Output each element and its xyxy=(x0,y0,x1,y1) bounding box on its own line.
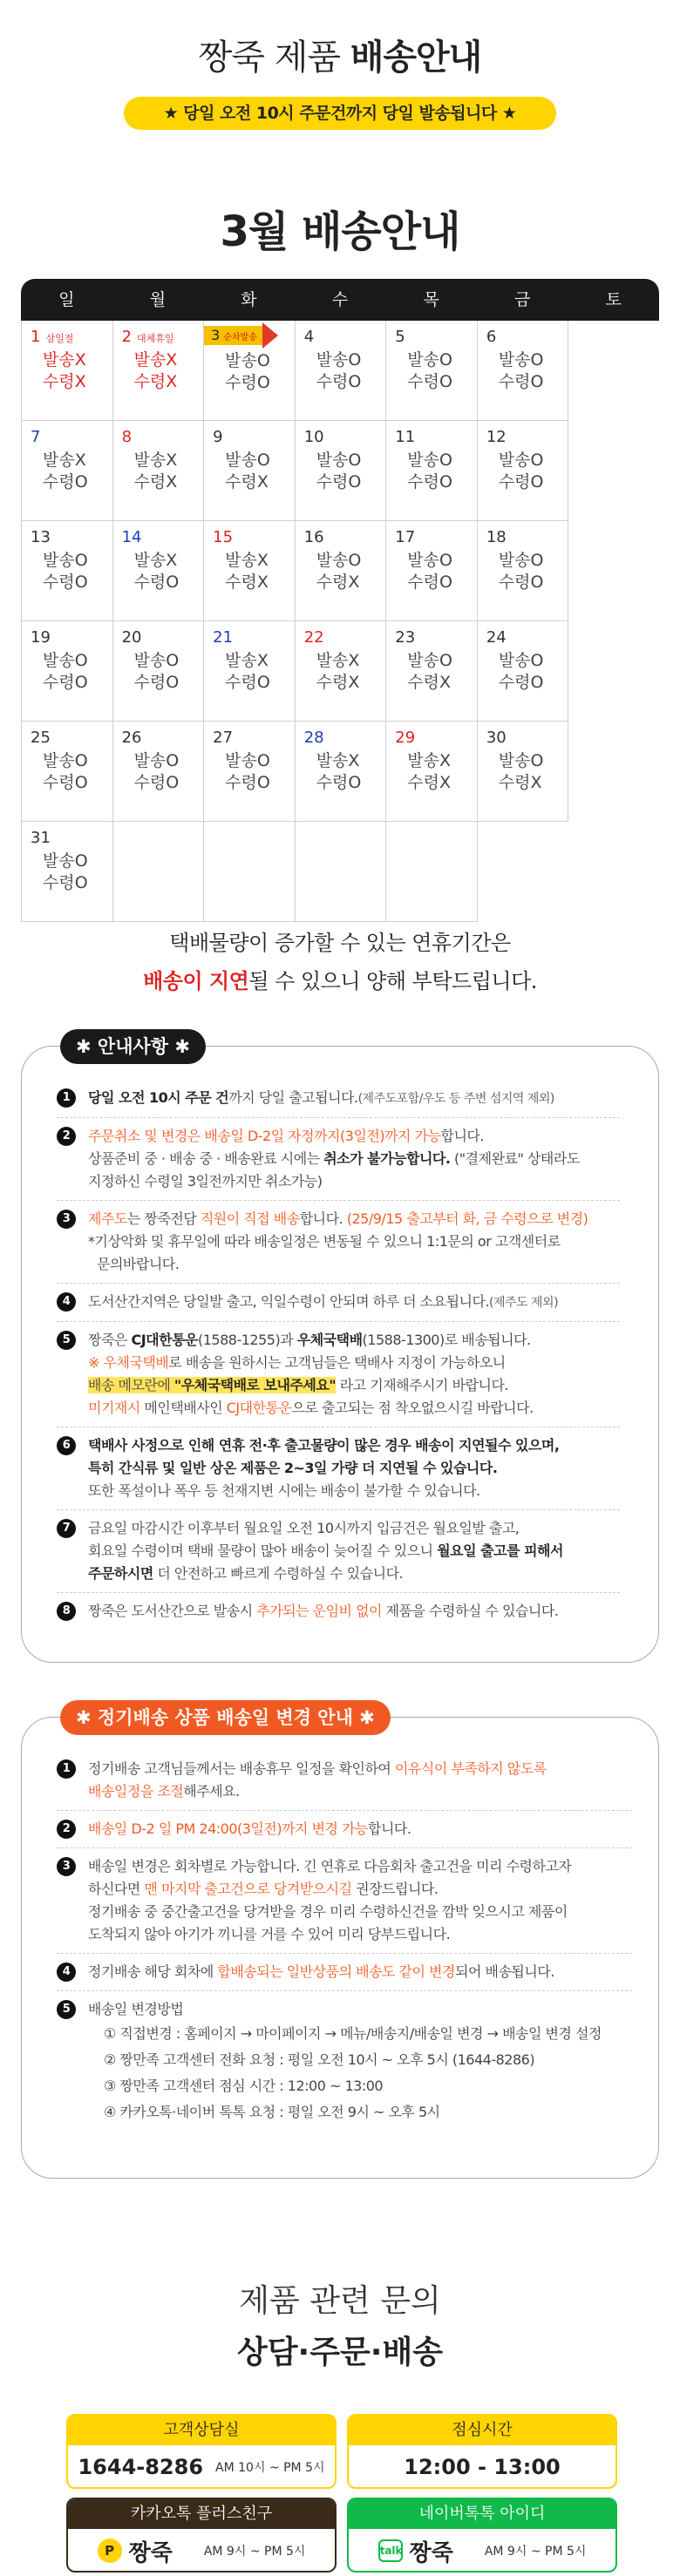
calendar-day-30 xyxy=(478,722,569,822)
holiday-note: 삼일절 xyxy=(45,333,74,344)
regular-item-2: 2 배송일 D-2 일 PM 24:00(3일전)까지 변경 가능합니다. xyxy=(57,1818,632,1840)
weekday-sat: 토 xyxy=(605,290,622,309)
receive-status: 수령O xyxy=(133,673,180,692)
calendar-grid xyxy=(21,321,659,922)
calendar-day-12 xyxy=(478,421,569,521)
customer-center-phone[interactable]: 1644-8286 xyxy=(78,2455,204,2479)
lunch-time-card: 점심시간 12:00 - 13:00 xyxy=(347,2414,617,2489)
receive-status: 수령O xyxy=(316,372,362,391)
ship-status: 발송O xyxy=(43,551,88,570)
ship-status: 발송O xyxy=(316,451,362,470)
receive-status: 수령O xyxy=(225,673,270,692)
info-item-4: 4 도서산간지역은 당일발 출고, 익일수령이 안되며 하루 더 소요됩니다.(제주도 제외) xyxy=(57,1291,620,1314)
receive-status: 수령O xyxy=(43,573,88,592)
day-number: 30 xyxy=(486,729,507,747)
info-item-6: 6 택배사 사정으로 인해 연휴 전·후 출고물량이 많은 경우 배송이 지연될수 있으며, 특히 간식류 및 일반 상온 제품은 2~3일 가량 더 지연될 수 있습니다. 또한 폭설이나 폭우 등 천재지변 시에는 배송이 불가할 수 있습니다. xyxy=(57,1434,620,1502)
regular-item-4: 4 정기배송 해당 회차에 합배송되는 일반상품의 배송도 같이 변경되어 배송됩니다. xyxy=(57,1961,632,1983)
calendar-day-15 xyxy=(204,521,296,621)
receive-status: 수령O xyxy=(407,472,452,491)
ship-status: 발송O xyxy=(498,751,544,770)
calendar-cell-empty xyxy=(386,822,478,922)
ship-status: 발송X xyxy=(407,751,451,770)
regular-item-1: 1 정기배송 고객님들께서는 배송휴무 일정을 확인하여 이유식이 부족하지 않도록 배송일정을 조절해주세요. xyxy=(57,1758,632,1803)
change-method-1: ① 직접변경 : 홈페이지 → 마이페이지 → 메뉴/배송지/배송일 변경 → 배송일 변경 설정 xyxy=(104,2025,602,2042)
ship-status: 발송X xyxy=(43,350,86,369)
calendar-day-20 xyxy=(113,621,205,722)
divider xyxy=(57,1283,620,1284)
receive-status: 수령X xyxy=(133,472,178,491)
calendar-day-19 xyxy=(22,621,113,722)
calendar-day-8 xyxy=(113,421,205,521)
calendar-day-29 xyxy=(386,722,478,822)
day-number: 1 xyxy=(31,328,41,346)
receive-status: 수령O xyxy=(133,773,180,792)
contact-title: 제품 관련 문의 상담·주문·배송 xyxy=(236,2283,443,2370)
day-number: 28 xyxy=(303,729,324,747)
ship-status: 발송X xyxy=(316,751,360,770)
regular-item-5: 5 배송일 변경방법 ① 직접변경 : 홈페이지 → 마이페이지 → 메뉴/배송지/배송일 변경 → 배송일 변경 설정 ② 짱만족 고객센터 전화 요청 : 평일 오전 10시 ~ 오후 5시 (1644-8286) ③ 짱만족 고객센터 점심 시간 : 12:00 ~ 13:00 ④ 카카오톡·네이버 톡톡 요청 : 평일 오전 9시 ~ 오후 5시 xyxy=(57,1998,632,2125)
ship-status: 발송O xyxy=(225,751,270,770)
receive-status: 수령X xyxy=(407,773,451,792)
ship-status: 발송O xyxy=(407,451,452,470)
day-number: 2 xyxy=(121,328,133,346)
kakao-plus-friend-card[interactable]: 카카오톡 플러스친구 P 짱죽 AM 9시 ~ PM 5시 xyxy=(66,2498,337,2573)
day-number: 16 xyxy=(303,528,324,546)
day-number: 25 xyxy=(31,729,51,747)
number-badge: 2 xyxy=(57,1820,76,1839)
day-number: 29 xyxy=(395,729,416,747)
calendar-day-4 xyxy=(296,321,387,421)
calendar-day-5 xyxy=(386,321,478,421)
receive-status: 수령O xyxy=(498,673,544,692)
calendar-day-7 xyxy=(22,421,113,521)
weekday-tue: 화 xyxy=(241,290,257,309)
receive-status: 수령O xyxy=(43,873,88,892)
divider xyxy=(57,1509,620,1510)
day-number: 23 xyxy=(395,628,416,647)
kakao-plus-icon: P xyxy=(98,2539,122,2563)
receive-status: 수령X xyxy=(316,573,360,592)
month-title: 3월 배송안내 xyxy=(220,207,460,256)
ship-status: 발송O xyxy=(407,350,452,369)
day-number: 12 xyxy=(486,428,507,446)
receive-status: 수령O xyxy=(43,773,88,792)
calendar-day-10 xyxy=(296,421,387,521)
weekday-mon: 월 xyxy=(149,290,167,309)
ship-status: 발송O xyxy=(43,851,88,871)
receive-status: 수령X xyxy=(43,372,86,391)
receive-status: 수령X xyxy=(133,372,178,391)
calendar-day-11 xyxy=(386,421,478,521)
day-number: 15 xyxy=(213,528,234,546)
day-number: 18 xyxy=(486,528,507,546)
naver-talk-icon: talk xyxy=(378,2539,403,2562)
receive-status: 수령X xyxy=(498,773,542,792)
receive-status: 수령X xyxy=(225,472,269,491)
receive-status: 수령O xyxy=(498,472,544,491)
day-number: 5 xyxy=(395,328,405,346)
ship-status: 발송X xyxy=(133,350,178,369)
receive-status: 수령X xyxy=(316,673,360,692)
divider xyxy=(57,1200,620,1201)
calendar-day-28 xyxy=(296,722,387,822)
receive-status: 수령O xyxy=(316,773,362,792)
receive-status: 수령O xyxy=(407,573,452,592)
day-number: 4 xyxy=(303,328,315,346)
receive-status: 수령O xyxy=(43,673,88,692)
day-number: 14 xyxy=(121,528,142,546)
calendar-day-13 xyxy=(22,521,113,621)
ship-status: 발송X xyxy=(316,651,360,670)
calendar-cell-empty xyxy=(204,822,296,922)
calendar-day-25 xyxy=(22,722,113,822)
ship-status: 발송O xyxy=(133,651,180,670)
ship-status: 발송O xyxy=(407,551,452,570)
naver-talk-card[interactable]: 네이버톡톡 아이디 talk 짱죽 AM 9시 ~ PM 5시 xyxy=(347,2498,617,2573)
calendar-day-2 xyxy=(113,321,205,421)
day-number: 26 xyxy=(121,729,142,747)
receive-status: 수령O xyxy=(498,372,544,391)
ship-status: 발송O xyxy=(43,751,88,770)
ship-status: 발송O xyxy=(498,350,544,369)
ship-status: 발송O xyxy=(498,651,544,670)
day-number: 19 xyxy=(31,628,51,647)
info-box-tag: ✱ 안내사항 ✱ xyxy=(60,1029,206,1064)
day-number: 24 xyxy=(486,628,507,647)
holiday-note: 대체휴일 xyxy=(137,333,174,344)
divider xyxy=(57,1953,632,1954)
weekday-fri: 금 xyxy=(514,290,531,309)
day-number: 20 xyxy=(121,628,142,647)
ship-status: 발송O xyxy=(43,651,88,670)
info-item-7: 7 금요일 마감시간 이후부터 월요일 오전 10시까지 입금건은 월요일발 출고, 회요일 수령이며 택배 물량이 많아 배송이 늦어질 수 있으니 월요일 출고를 피해서 주문하시면 더 안전하고 빠르게 수령하실 수 있습니다. xyxy=(57,1517,620,1585)
ship-status: 발송O xyxy=(316,350,362,369)
day-number: 27 xyxy=(213,729,234,747)
calendar-day-1 xyxy=(22,321,113,421)
number-badge: 4 xyxy=(57,1963,76,1982)
today-arrow-marker: 3 순차발송 xyxy=(204,324,278,347)
receive-status: 수령O xyxy=(407,372,452,391)
calendar-cell-empty xyxy=(296,822,387,922)
number-badge: 3 xyxy=(57,1210,76,1229)
weekday-thu: 목 xyxy=(423,290,439,309)
ship-status: 발송X xyxy=(225,651,269,670)
change-method-3: ③ 짱만족 고객센터 점심 시간 : 12:00 ~ 13:00 xyxy=(104,2078,384,2094)
calendar-day-23 xyxy=(386,621,478,722)
number-badge: 5 xyxy=(57,2000,76,2019)
divider xyxy=(57,1990,632,1991)
number-badge: 3 xyxy=(57,1857,76,1876)
receive-status: 수령O xyxy=(133,573,180,592)
receive-status: 수령O xyxy=(316,472,362,491)
receive-status: 수령O xyxy=(498,573,544,592)
day-number: 13 xyxy=(31,528,51,546)
ship-status: 발송O xyxy=(225,351,270,370)
change-method-4: ④ 카카오톡·네이버 톡톡 요청 : 평일 오전 9시 ~ 오후 5시 xyxy=(104,2104,440,2120)
day-number: 7 xyxy=(31,428,41,446)
number-badge: 7 xyxy=(57,1519,76,1538)
regular-delivery-box xyxy=(21,1707,659,2179)
receive-status: 수령X xyxy=(407,673,451,692)
ship-status: 발송X xyxy=(43,451,86,470)
number-badge: 1 xyxy=(57,1088,76,1108)
regular-delivery-tag: ✱ 정기배송 상품 배송일 변경 안내 ✱ xyxy=(60,1700,391,1735)
ship-status: 발송O xyxy=(316,551,362,570)
divider xyxy=(57,1592,620,1593)
number-badge: 2 xyxy=(57,1127,76,1146)
arrow-right-icon xyxy=(262,322,278,349)
weekday-sun: 일 xyxy=(58,290,75,309)
calendar-day-17 xyxy=(386,521,478,621)
ship-status: 발송O xyxy=(498,551,544,570)
day-number: 11 xyxy=(395,428,416,446)
info-item-8: 8 짱죽은 도서산간으로 발송시 추가되는 운임비 없이 제품을 수령하실 수 있습니다. xyxy=(57,1600,620,1623)
number-badge: 8 xyxy=(57,1602,76,1621)
day-number: 21 xyxy=(213,628,234,647)
ship-status: 발송X xyxy=(133,451,178,470)
regular-item-3: 3 배송일 변경은 회차별로 가능합니다. 긴 연휴로 다음회차 출고건을 미리 수령하고자 하신다면 맨 마지막 출고건으로 당겨받으시길 권장드립니다. 정기배송 중 중간출고건을 당겨받을 경우 미리 수령하신건을 깜박 잊으시고 제품이 도착되지 않아 아기가 끼니를 거를 수 있어 미리 당부드립니다. xyxy=(57,1855,632,1946)
calendar-day-3 xyxy=(204,321,296,421)
info-item-1: 1 당일 오전 10시 주문 건까지 당일 출고됩니다.(제주도포함/우도 등 주변 섬지역 제외) xyxy=(57,1087,620,1110)
receive-status: 수령O xyxy=(225,773,270,792)
divider xyxy=(57,1810,632,1811)
info-box xyxy=(21,1036,659,1663)
divider xyxy=(57,1117,620,1118)
calendar-day-27 xyxy=(204,722,296,822)
calendar-day-14 xyxy=(113,521,205,621)
weekday-wed: 수 xyxy=(331,290,349,309)
info-item-3: 3 제주도는 짱죽전담 직원이 직접 배송합니다. (25/9/15 출고부터 화, 금 수령으로 변경) *기상악화 및 휴무일에 따라 배송일정은 변동될 수 있으니 1:1문의 or 고객센터로 문의바랍니다. xyxy=(57,1208,620,1276)
same-day-shipping-banner: ★ 당일 오전 10시 주문건까지 당일 발송됩니다 ★ xyxy=(124,97,556,130)
holiday-delay-notice: 택배물량이 증가할 수 있는 연휴기간은 배송이 지연될 수 있으니 양해 부탁드립니다. xyxy=(143,931,537,993)
day-number: 9 xyxy=(213,428,223,446)
number-badge: 5 xyxy=(57,1331,76,1350)
ship-status: 발송X xyxy=(225,551,269,570)
calendar-day-21 xyxy=(204,621,296,722)
info-item-5: 5 짱죽은 CJ대한통운(1588-1255)과 우체국택배(1588-1300)로 배송됩니다. ※ 우체국택배로 배송을 원하시는 고객님들은 택배사 지정이 가능하오니 배송 메모란에 "우체국택배로 보내주세요" 라고 기재해주시기 바랍니다. 미기재시 메인택배사인 CJ대한통운으로 출고되는 점 착오없으시길 바랍니다. xyxy=(57,1329,620,1420)
ship-status: 발송O xyxy=(407,651,452,670)
calendar-day-31 xyxy=(22,822,113,922)
info-item-2: 2 주문취소 및 변경은 배송일 D-2일 자정까지(3일전)까지 가능합니다. 상품준비 중 · 배송 중 · 배송완료 시에는 취소가 불가능합니다. ("결제완료" 상태라도 지정하신 수령일 3일전까지만 취소가능) xyxy=(57,1125,620,1193)
ship-status: 발송O xyxy=(133,751,180,770)
page-title: 짱죽 제품 배송안내 xyxy=(198,37,482,78)
calendar-weekday-header xyxy=(21,279,659,321)
calendar-day-16 xyxy=(296,521,387,621)
calendar-day-22 xyxy=(296,621,387,722)
ship-status: 발송X xyxy=(133,551,178,570)
calendar-cell-empty xyxy=(113,822,205,922)
receive-status: 수령X xyxy=(225,573,269,592)
number-badge: 1 xyxy=(57,1759,76,1779)
day-number: 31 xyxy=(31,829,51,847)
divider xyxy=(57,1847,632,1848)
day-number: 6 xyxy=(486,328,497,346)
number-badge: 6 xyxy=(57,1436,76,1455)
calendar-day-6 xyxy=(478,321,569,421)
calendar-day-9 xyxy=(204,421,296,521)
change-method-2: ② 짱만족 고객센터 전화 요청 : 평일 오전 10시 ~ 오후 5시 (1644-8286) xyxy=(104,2051,535,2068)
ship-status: 발송O xyxy=(498,451,544,470)
customer-center-card[interactable]: 고객상담실 1644-8286 AM 10시 ~ PM 5시 xyxy=(66,2414,337,2489)
calendar-day-24 xyxy=(478,621,569,722)
calendar-day-18 xyxy=(478,521,569,621)
day-number: 10 xyxy=(303,428,324,446)
day-number: 22 xyxy=(303,628,324,647)
divider xyxy=(57,1321,620,1322)
receive-status: 수령O xyxy=(43,472,88,491)
day-number: 17 xyxy=(395,528,416,546)
calendar-day-26 xyxy=(113,722,205,822)
shipping-calendar xyxy=(21,279,659,922)
number-badge: 4 xyxy=(57,1292,76,1312)
ship-status: 발송O xyxy=(225,451,270,470)
day-number: 8 xyxy=(121,428,133,446)
receive-status: 수령O xyxy=(225,373,270,392)
